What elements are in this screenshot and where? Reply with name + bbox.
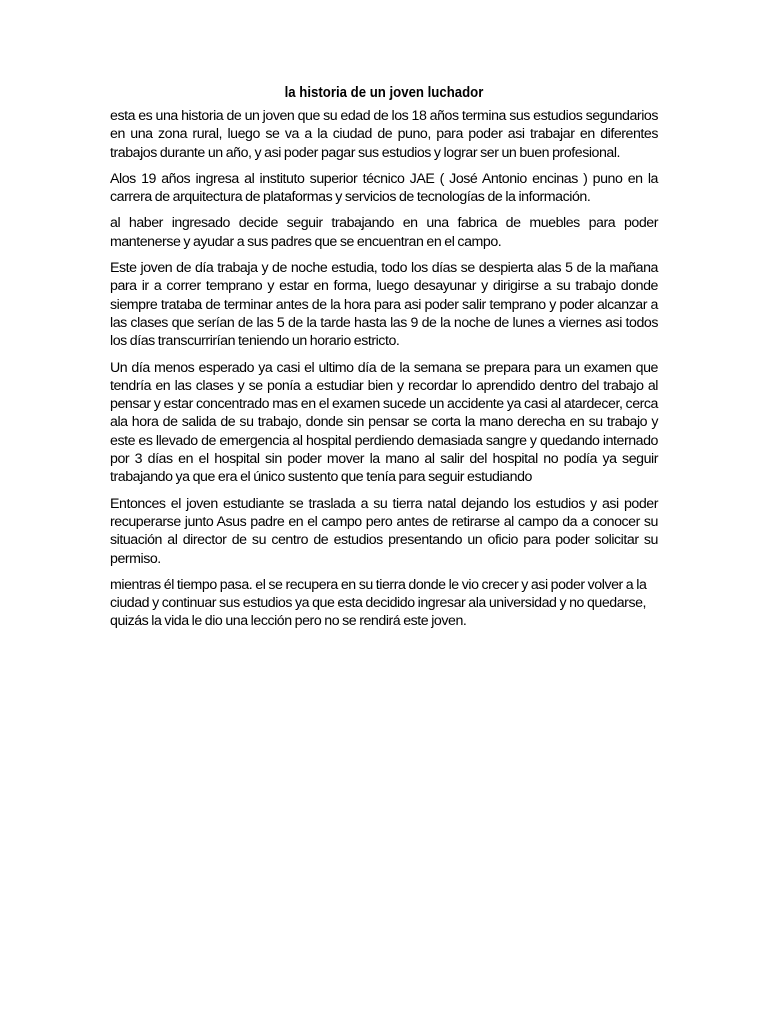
paragraph-7: mientras él tiempo pasa. el se recupera en su tierra donde le vio crecer y asi poder volver a la ciudad y continuar sus estudios ya que esta decidido ingresar ala universidad y no quedarse, quizás la vida le dio una lección pero no se rendirá este joven.: [110, 576, 647, 630]
paragraph-4: Este joven de día trabaja y de noche estudia, todo los días se despierta alas 5 de la mañana para ir a correr temprano y estar en forma, luego desayunar y dirigirse a su trabajo donde siempre trataba de terminar antes de la hora para asi poder salir temprano y poder alcanzar a las clases que serían de las 5 de la tarde hasta las 9 de la noche de lunes a viernes asi todos los días transcurrirían teniendo un horario estricto.: [110, 260, 658, 350]
document-title: la historia de un joven luchador: [284, 84, 484, 101]
paragraph-6: Entonces el joven estudiante se traslada a su tierra natal dejando los estudios y asi poder recuperarse junto Asus padre en el campo pero antes de retirarse al campo da a conocer su situación al director de su centro de estudios presentando un oficio para poder solicitar su permiso.: [110, 495, 658, 567]
paragraph-1: esta es una historia de un joven que su edad de los 18 años termina sus estudios segundarios en una zona rural, luego se va a la ciudad de puno, para poder asi trabajar en diferentes trabajos durante un año, y asi poder pagar sus estudios y lograr ser un buen profesional.: [110, 108, 658, 161]
paragraph-3: al haber ingresado decide seguir trabajando en una fabrica de muebles para poder mantenerse y ayudar a sus padres que se encuentran en el campo.: [110, 215, 658, 250]
document-body: [110, 83, 658, 639]
paragraph-5: Un día menos esperado ya casi el ultimo día de la semana se prepara para un examen que tendría en las clases y se ponía a estudiar bien y recordar lo aprendido dentro del trabajo al pensar y estar concentrado mas en el examen sucede un accidente ya casi al atardecer, cerca ala hora de salida de su trabajo, donde sin pensar se corta la mano derecha en su trabajo y este es llevado de emergencia al hospital perdiendo demasiada sangre y quedando internado por 3 días en el hospital sin poder mover la mano al salir del hospital no podía ya seguir trabajando ya que era el único sustento que tenía para seguir estudiando: [110, 359, 658, 486]
paragraph-2: Alos 19 años ingresa al instituto superior técnico JAE ( José Antonio encinas ) puno en la carrera de arquitectura de plataformas y servicios de tecnologías de la información.: [110, 170, 658, 206]
